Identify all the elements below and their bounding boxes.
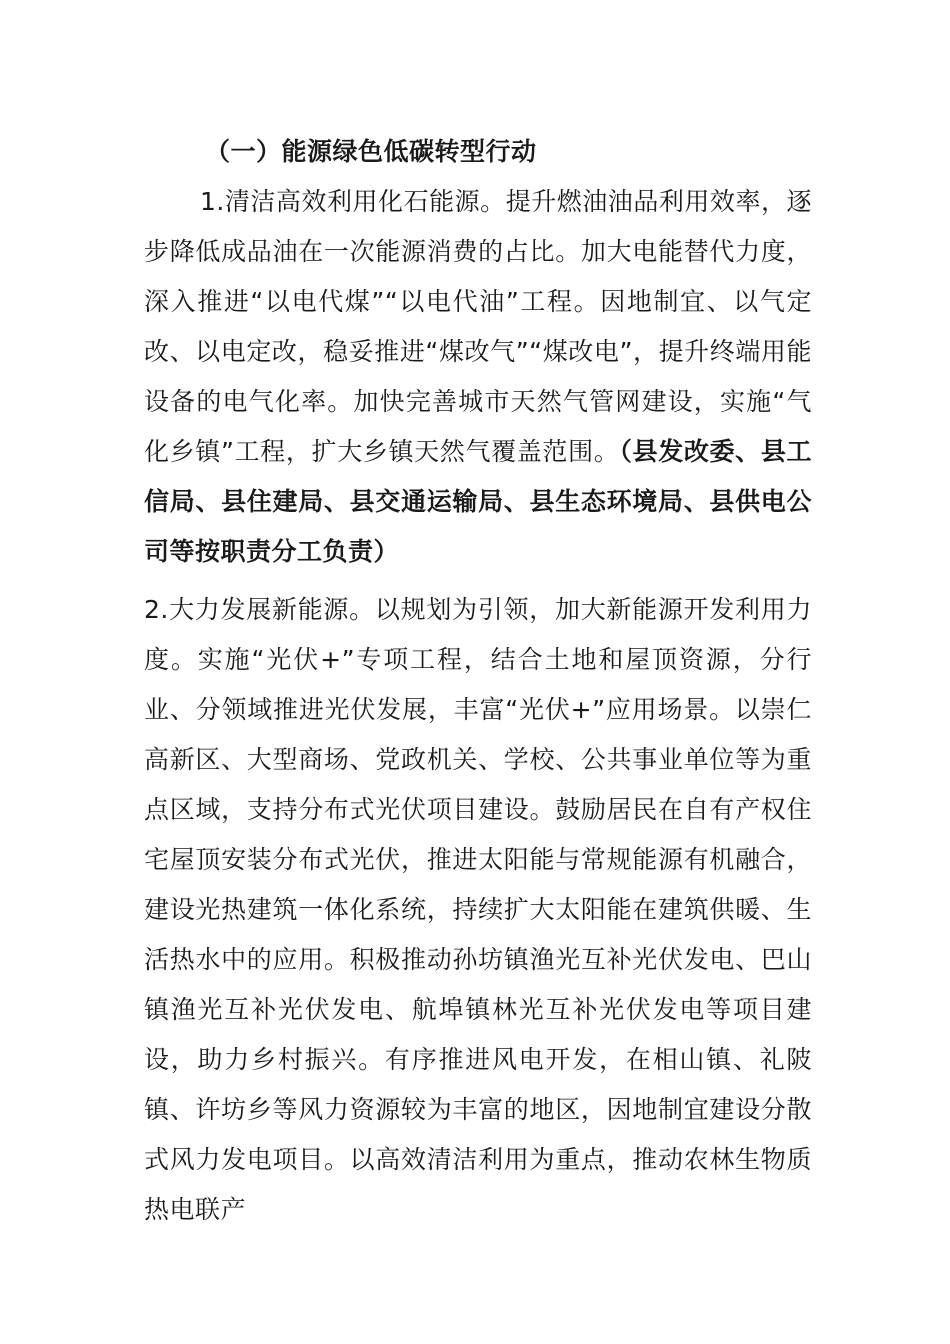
responsible-departments: （县发改委、县工信局、县住建局、县交通运输局、县生态环境局、县供电公司等按职责分工负责） <box>144 437 812 566</box>
section-heading: （一）能源绿色低碳转型行动 <box>205 137 537 166</box>
paragraph-new-energy <box>144 585 812 1235</box>
paragraph-body: 1.清洁高效利用化石能源。提升燃油油品利用效率，逐步降低成品油在一次能源消费的占比。加大电能替代力度，深入推进“以电代煤”“以电代油”工程。因地制宜、以气定改、以电定改，稳妥推进“煤改气”“煤改电”，提升终端用能设备的电气化率。加快完善城市天然气管网建设，实施“气化乡镇”工程，扩大乡镇天然气覆盖范围。 <box>144 187 812 466</box>
paragraph-body: 2.大力发展新能源。以规划为引领，加大新能源开发利用力度。实施“光伏+”专项工程，结合土地和屋顶资源，分行业、分领域推进光伏发展，丰富“光伏+”应用场景。以崇仁高新区、大型商场、党政机关、学校、公共事业单位等为重点区域，支持分布式光伏项目建设。鼓励居民在自有产权住宅屋顶安装分布式光伏，推进太阳能与常规能源有机融合，建设光热建筑一体化系统，持续扩大太阳能在建筑供暖、生活热水中的应用。积极推动孙坊镇渔光互补光伏发电、巴山镇渔光互补光伏发电、航埠镇林光互补光伏发电等项目建设，助力乡村振兴。有序推进风电开发，在相山镇、礼陂镇、许坊乡等风力资源较为丰富的地区，因地制宜建设分散式风力发电项目。以高效清洁利用为重点，推动农林生物质热电联产 <box>144 595 812 1224</box>
paragraph-fossil-energy <box>144 177 812 577</box>
